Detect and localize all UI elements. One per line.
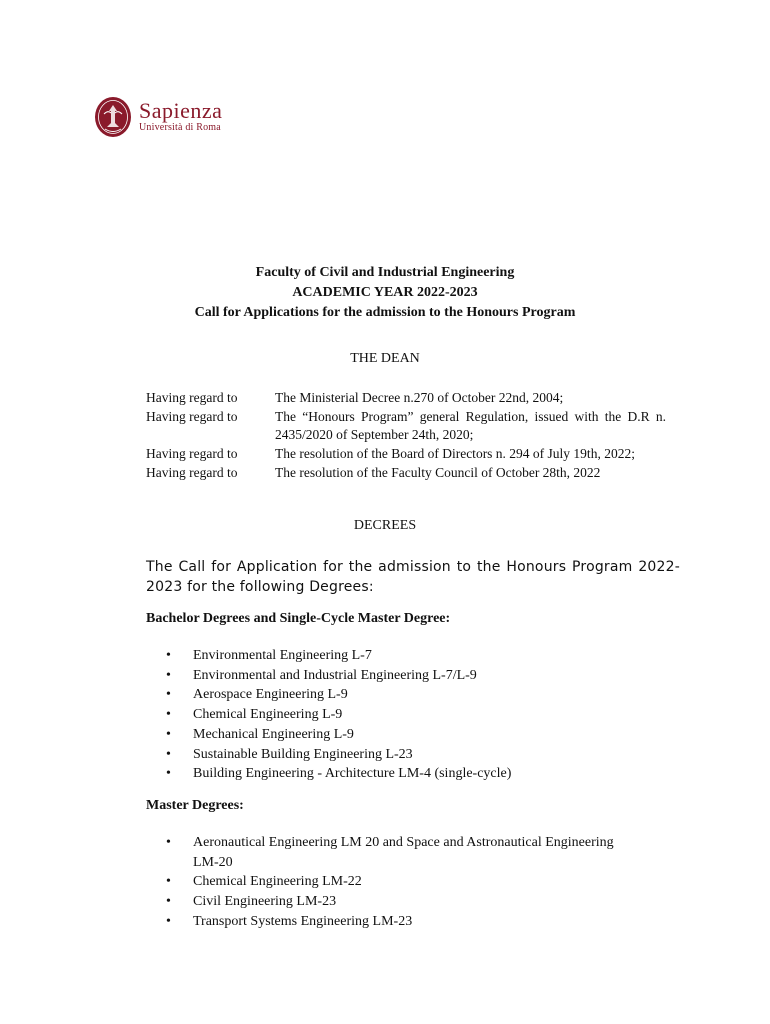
logo-name: Sapienza [139, 98, 223, 123]
list-item: • Civil Engineering LM-23 [166, 892, 626, 912]
list-item: • Sustainable Building Engineering L-23 [166, 745, 646, 765]
intro-paragraph: The Call for Application for the admission to the Honours Program 2022-2023 for the following Degrees: [146, 559, 680, 595]
regard-text: The resolution of the Faculty Council of October 28th, 2022 [275, 465, 601, 480]
regard-text: The “Honours Program” general Regulation, issued with the D.R n. 2435/2020 of September 24th, 2020; [275, 409, 666, 442]
regards-list [146, 389, 666, 483]
regard-label: Having regard to [146, 465, 238, 480]
list-item: • Mechanical Engineering L-9 [166, 725, 646, 745]
regard-label: Having regard to [146, 446, 238, 461]
university-logo [94, 96, 222, 138]
list-item: • Aerospace Engineering L-9 [166, 685, 646, 705]
regard-text: The Ministerial Decree n.270 of October 22nd, 2004; [275, 390, 564, 405]
list-item: • Chemical Engineering LM-22 [166, 872, 626, 892]
academic-year: ACADEMIC YEAR 2022-2023 [292, 285, 478, 300]
list-item: • Aeronautical Engineering LM 20 and Space and Astronautical Engineering LM-20 [166, 833, 626, 872]
master-heading: Master Degrees: [146, 798, 244, 813]
regard-label: Having regard to [146, 390, 238, 405]
list-item: • Environmental Engineering L-7 [166, 646, 646, 666]
master-degree-list [166, 833, 626, 932]
document-title [0, 263, 770, 323]
regard-row [146, 464, 666, 482]
regard-row [146, 445, 666, 463]
regard-text: The resolution of the Board of Directors n. 294 of July 19th, 2022; [275, 446, 635, 461]
faculty-name: Faculty of Civil and Industrial Engineering [255, 265, 515, 280]
regard-row [146, 389, 666, 407]
list-item: • Transport Systems Engineering LM-23 [166, 912, 626, 932]
list-item: • Building Engineering - Architecture LM-4 (single-cycle) [166, 764, 646, 784]
regard-label: Having regard to [146, 409, 238, 424]
logo-subtitle: Università di Roma [139, 122, 221, 133]
call-title: Call for Applications for the admission to the Honours Program [194, 305, 576, 320]
bachelor-degree-list [166, 646, 646, 784]
list-item: • Environmental and Industrial Engineering L-7/L-9 [166, 666, 646, 686]
dean-heading: THE DEAN [350, 351, 420, 366]
bachelor-heading: Bachelor Degrees and Single-Cycle Master Degree: [146, 611, 451, 626]
decrees-heading: DECREES [353, 518, 417, 533]
regard-row [146, 408, 666, 444]
list-item: • Chemical Engineering L-9 [166, 705, 646, 725]
university-seal-icon [94, 96, 132, 138]
